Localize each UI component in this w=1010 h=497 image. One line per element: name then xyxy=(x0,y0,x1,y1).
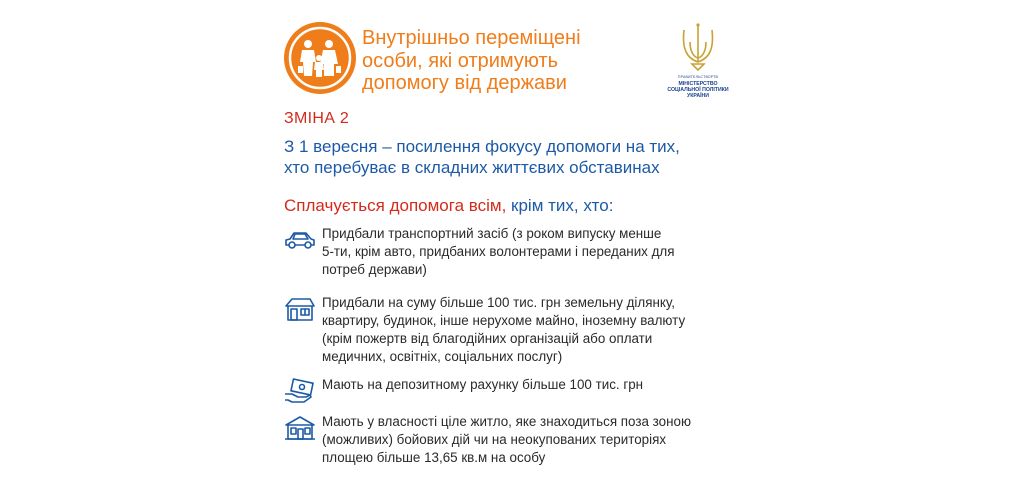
list-item xyxy=(284,294,724,368)
ministry-logo xyxy=(658,22,738,102)
paid-heading-red: Сплачується допомога всім, xyxy=(284,196,512,215)
list-item xyxy=(284,225,724,283)
list-item xyxy=(284,376,724,398)
change-label: ЗМІНА 2 xyxy=(284,110,350,127)
list-item xyxy=(284,413,724,471)
trident-icon xyxy=(672,22,724,72)
ministry-tagline: ПРАВИТЕЛЬСТВОРТВ xyxy=(677,75,719,79)
list-item-text: Придбали на суму більше 100 тис. грн земельну ділянку, квартиру, будинок, інше нерухоме майно, іноземну валюту (крім пожертв від благодійних організацій або оплати медичних, освітніх, соціальних послуг) xyxy=(322,295,686,364)
family-logo-icon xyxy=(284,22,356,94)
list-item-text: Придбали транспортний засіб (з роком випуску менше 5-ти, крім авто, придбаних волонтерами і переданих для потреб держави) xyxy=(322,226,675,277)
ministry-name: МІНІСТЕРСТВО СОЦІАЛЬНОЇ ПОЛІТИКИ УКРАЇНИ xyxy=(667,81,729,99)
paid-heading-blue: крім тих, хто: xyxy=(511,196,614,215)
page-title: Внутрішньо переміщені особи, які отримують допомогу від держави xyxy=(362,27,581,94)
focus-text: З 1 вересня – посилення фокусу допомоги на тих, хто перебуває в складних життєвих обставинах xyxy=(284,137,680,177)
paid-heading xyxy=(284,196,613,216)
list-item-text: Мають на депозитному рахунку більше 100 тис. грн xyxy=(322,377,644,392)
car-icon xyxy=(284,227,316,253)
list-item-text: Мають у власності ціле житло, яке знаходиться поза зоною (можливих) бойових дій чи на неокупованих територіях площею більше 13,65 кв.м на особу xyxy=(322,414,691,465)
house-icon xyxy=(284,296,316,322)
money-hand-icon xyxy=(284,378,316,404)
building-icon xyxy=(284,415,316,441)
